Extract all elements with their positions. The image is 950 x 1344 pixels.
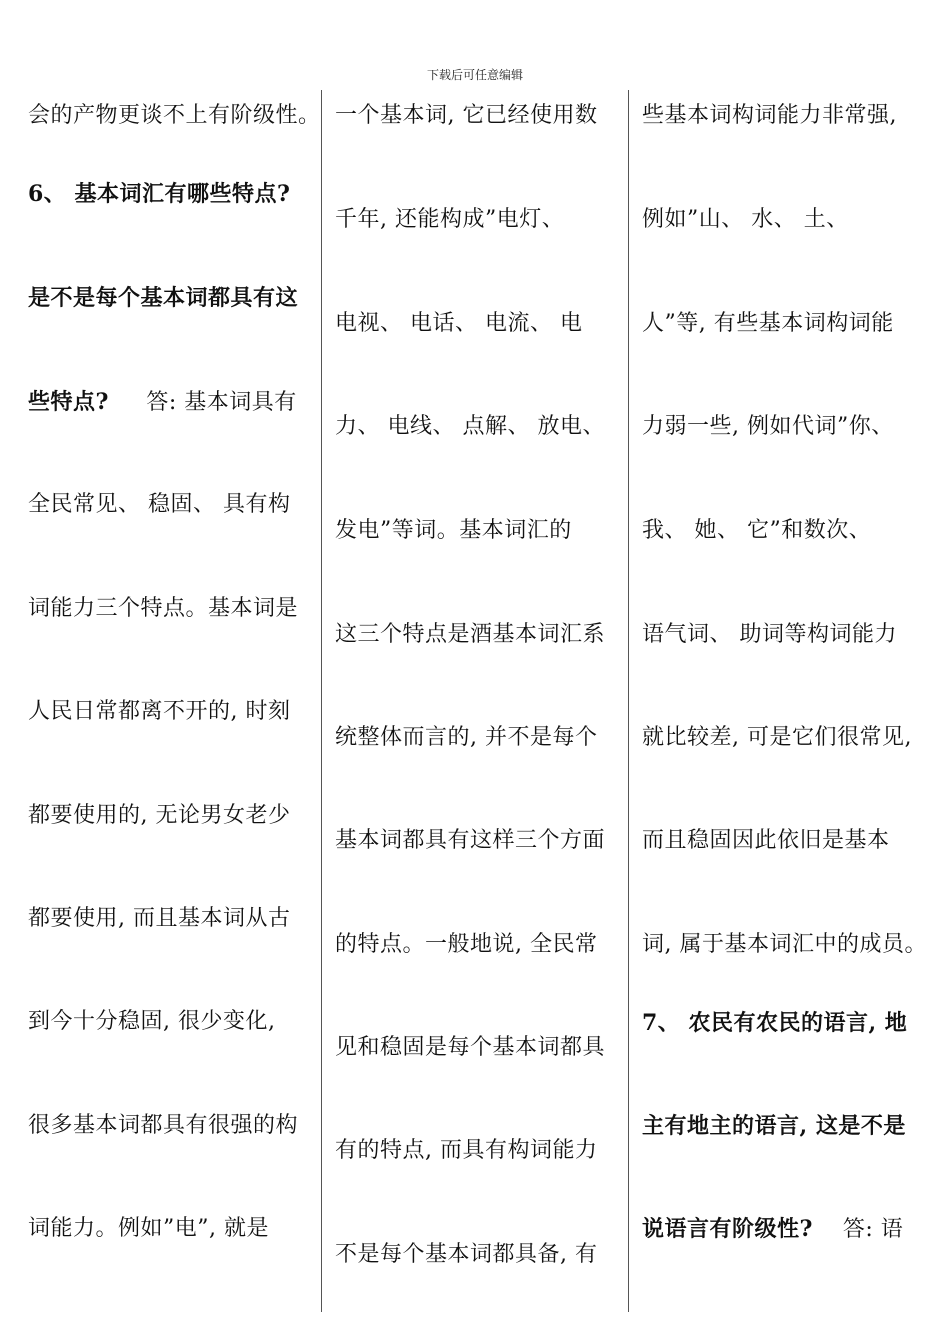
line-text: 的特点。一般地说, 全民常 [335, 932, 598, 957]
line-text: 词能力。例如”电”, 就是 [28, 1216, 269, 1241]
line-text: 统整体而言的, 并不是每个 [335, 725, 598, 750]
bold-text: 些特点? [28, 389, 109, 415]
text-line [642, 414, 934, 440]
line-text: 千年, 还能构成”电灯、 [335, 207, 565, 232]
bold-text: 说语言有阶级性? [642, 1216, 813, 1242]
bold-text: 主有地主的语言, 这是不是 [642, 1113, 906, 1139]
bold-text: 6、 基本词汇有哪些特点? [28, 181, 291, 207]
line-text: 词, 属于基本词汇中的成员。 [642, 932, 927, 957]
line-text: 很多基本词都具有很强的构 [28, 1113, 299, 1138]
line-text: 都要使用, 而且基本词从古 [28, 906, 291, 931]
line-text: 不是每个基本词都具备, 有 [335, 1242, 598, 1267]
text-line [642, 932, 934, 958]
line-text: 发电”等词。基本词汇的 [335, 518, 572, 543]
line-text: 些基本词构词能力非常强, [642, 103, 897, 128]
line-text: 人民日常都离不开的, 时刻 [28, 699, 291, 724]
line-text: 力弱一些, 例如代词”你、 [642, 414, 894, 439]
line-text: 电视、 电话、 电流、 电 [335, 311, 583, 336]
line-text: 都要使用的, 无论男女老少 [28, 803, 291, 828]
text-line [642, 207, 934, 233]
text-line [642, 828, 934, 854]
answer-text: 答: 基本词具有 [108, 390, 297, 415]
text-line [642, 311, 934, 337]
line-text: 全民常见、 稳固、 具有构 [28, 492, 291, 517]
line-text: 就比较差, 可是它们很常见, [642, 725, 912, 750]
line-text: 有的特点, 而具有构词能力 [335, 1138, 598, 1163]
answer-text: 答: 语 [812, 1217, 904, 1242]
line-text: 会的产物更谈不上有阶级性。 [28, 103, 321, 128]
line-text: 词能力三个特点。基本词是 [28, 596, 299, 621]
line-text: 见和稳固是每个基本词都具 [335, 1035, 606, 1060]
page-header: 下载后可任意编辑 [426, 68, 523, 82]
line-text: 人”等, 有些基本词构词能 [642, 311, 894, 336]
line-text: 力、 电线、 点解、 放电、 [335, 414, 605, 439]
line-text: 语气词、 助词等构词能力 [642, 622, 897, 647]
text-line [642, 1216, 934, 1243]
line-text: 基本词都具有这样三个方面 [335, 828, 606, 853]
text-line [642, 103, 934, 129]
bold-text: 7、 农民有农民的语言, 地 [642, 1010, 908, 1036]
text-line [642, 725, 934, 751]
line-text: 这三个特点是酒基本词汇系 [335, 622, 606, 647]
line-text: 例如”山、 水、 土、 [642, 207, 849, 232]
text-line [642, 1113, 934, 1140]
text-line [642, 1010, 934, 1037]
line-text: 而且稳固因此依旧是基本 [642, 828, 890, 853]
line-text: 我、 她、 它”和数次、 [642, 518, 872, 543]
text-line [642, 518, 934, 544]
bold-text: 是不是每个基本词都具有这 [28, 285, 299, 311]
text-line [642, 622, 934, 648]
line-text: 一个基本词, 它已经使用数 [335, 103, 598, 128]
line-text: 到今十分稳固, 很少变化, [28, 1009, 276, 1034]
